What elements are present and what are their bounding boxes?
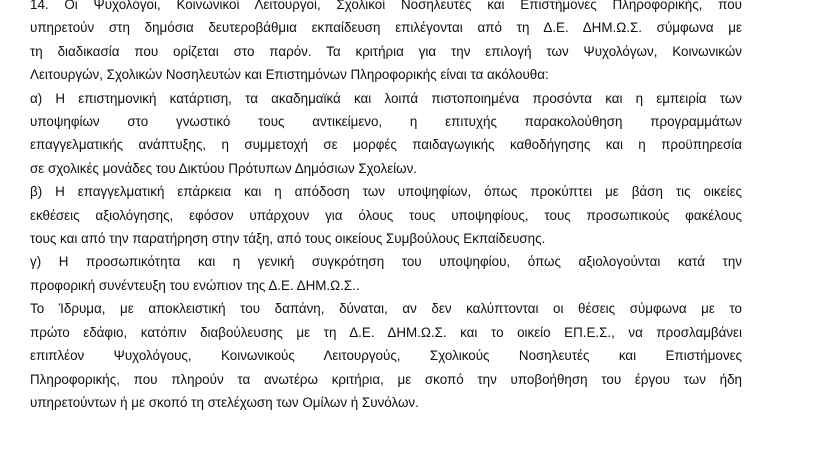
text-line: Πληροφορικής, που πληρούν τα ανωτέρω κριτήρια, με σκοπό την υποβοήθηση του έργου των ήδη	[30, 371, 742, 387]
paragraph-criterion-a	[30, 87, 742, 181]
text-line: α) Η επιστημονική κατάρτιση, τα ακαδημαϊκά και λοιπά πιστοποιημένα προσόντα και η εμπειρία των	[30, 90, 742, 106]
text-line: υπηρετούν στη δημόσια δευτεροβάθμια εκπαίδευση επιλέγονται από τη Δ.Ε. ΔΗΜ.Ω.Σ. σύμφωνα με	[30, 20, 742, 36]
text-line: υποψηφίων στο γνωστικό τους αντικείμενο, η επιτυχής παρακολούθηση προγραμμάτων	[30, 114, 742, 130]
text-line: 14. Οι Ψυχολόγοι, Κοινωνικοί Λειτουργοί, Σχολικοί Νοσηλευτές και Επιστήμονες Πληροφορικής, που	[30, 0, 742, 12]
paragraph-criterion-b	[30, 180, 742, 250]
text-line: προφορική συνέντευξη του ενώπιον της Δ.Ε. ΔΗΜ.Ω.Σ..	[30, 277, 360, 293]
paragraph-closing	[30, 297, 742, 414]
text-line: β) Η επαγγελματική επάρκεια και η απόδοση των υποψηφίων, όπως προκύπτει με βάση τις οικείες	[30, 184, 742, 200]
text-line: Λειτουργών, Σχολικών Νοσηλευτών και Επιστημόνων Πληροφορικής είναι τα ακόλουθα:	[30, 67, 549, 83]
text-line: σε σχολικές μονάδες του Δικτύου Πρότυπων Δημόσιων Σχολείων.	[30, 160, 418, 176]
text-line: γ) Η προσωπικότητα και η γενική συγκρότηση του υποψηφίου, όπως αξιολογούνται κατά την	[30, 254, 742, 270]
text-line: επιπλέον Ψυχολόγους, Κοινωνικούς Λειτουργούς, Σχολικούς Νοσηλευτές και Επιστήμονες	[30, 348, 742, 364]
text-line: τους και από την παρατήρηση στην τάξη, από τους οικείους Συμβούλους Εκπαίδευσης.	[30, 231, 546, 247]
text-line: υπηρετούντων ή με σκοπό τη στελέχωση των Ομίλων ή Συνόλων.	[30, 394, 419, 410]
document-page	[30, 0, 742, 414]
text-line: τη διαδικασία που ορίζεται στο παρόν. Τα κριτήρια για την επιλογή των Ψυχολόγων, Κοινωνικών	[30, 43, 742, 59]
paragraph-intro	[30, 0, 742, 87]
text-line: Το Ίδρυμα, με αποκλειστική του δαπάνη, δύναται, αν δεν καλύπτονται οι θέσεις σύμφωνα με το	[30, 301, 742, 317]
text-line: πρώτο εδάφιο, κατόπιν διαβούλευσης με τη Δ.Ε. ΔΗΜ.Ω.Σ. και το οικείο ΕΠ.Ε.Σ., να προσλαμβάνει	[30, 324, 742, 340]
paragraph-criterion-c	[30, 250, 742, 297]
text-line: επαγγελματικής ανάπτυξης, η συμμετοχή σε μορφές παιδαγωγικής καθοδήγησης και η προϋπηρεσία	[30, 137, 742, 153]
text-line: εκθέσεις αξιολόγησης, εφόσον υπάρχουν για όλους τους υποψηφίους, τους προσωπικούς φακέλους	[30, 207, 742, 223]
